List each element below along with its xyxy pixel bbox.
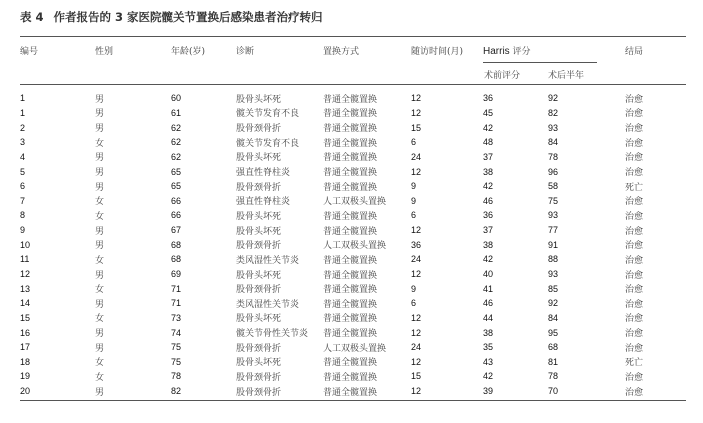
cell-diagnosis: 股骨颈骨折 [236, 387, 282, 398]
cell-method: 普通全髋置换 [323, 372, 378, 383]
table-row [20, 150, 686, 165]
header-outcome: 结局 [625, 47, 644, 57]
cell-diagnosis: 股骨颈骨折 [236, 241, 282, 252]
cell-sex: 女 [95, 314, 105, 325]
cell-diagnosis: 股骨头坏死 [236, 270, 282, 281]
cell-sex: 女 [95, 138, 105, 149]
cell-preop-score: 42 [483, 254, 494, 265]
cell-id: 1 [20, 93, 26, 104]
table-row [20, 106, 686, 121]
table-row [20, 340, 686, 355]
cell-sex: 男 [95, 94, 105, 105]
table-row [20, 296, 686, 311]
cell-preop-score: 36 [483, 210, 494, 221]
cell-diagnosis: 股骨颈骨折 [236, 124, 282, 135]
cell-followup: 24 [411, 342, 422, 353]
cell-diagnosis: 髋关节发育不良 [236, 138, 300, 149]
cell-age: 61 [171, 107, 182, 118]
cell-id: 17 [20, 342, 31, 353]
cell-preop-score: 37 [483, 225, 494, 236]
cell-age: 68 [171, 239, 182, 250]
cell-diagnosis: 股骨颈骨折 [236, 343, 282, 354]
cell-sex: 男 [95, 153, 105, 164]
cell-id: 10 [20, 239, 31, 250]
cell-sex: 女 [95, 358, 105, 369]
cell-outcome: 治愈 [625, 314, 644, 325]
header-sex: 性别 [95, 47, 114, 57]
cell-diagnosis: 股骨颈骨折 [236, 182, 282, 193]
cell-postop-score: 93 [548, 122, 559, 133]
cell-diagnosis: 股骨头坏死 [236, 226, 282, 237]
table-body [20, 91, 686, 398]
cell-diagnosis: 髋关节发育不良 [236, 109, 300, 120]
cell-outcome: 死亡 [625, 358, 644, 369]
harris-group-rule [483, 62, 597, 63]
cell-id: 3 [20, 137, 26, 148]
table-row [20, 164, 686, 179]
cell-id: 8 [20, 210, 26, 221]
table-row [20, 325, 686, 340]
table-row [20, 179, 686, 194]
cell-method: 普通全髋置换 [323, 358, 378, 369]
cell-sex: 男 [95, 299, 105, 310]
cell-postop-score: 93 [548, 269, 559, 279]
cell-followup: 12 [411, 269, 422, 279]
cell-outcome: 治愈 [625, 138, 644, 149]
cell-method: 普通全髋置换 [323, 153, 378, 164]
cell-postop-score: 91 [548, 239, 559, 250]
table-row [20, 223, 686, 238]
cell-sex: 男 [95, 329, 105, 340]
cell-age: 71 [171, 298, 182, 309]
cell-postop-score: 88 [548, 254, 559, 265]
cell-age: 75 [171, 356, 182, 367]
cell-preop-score: 40 [483, 269, 494, 279]
cell-diagnosis: 类风湿性关节炎 [236, 299, 300, 310]
cell-diagnosis: 强直性脊柱炎 [236, 197, 291, 208]
cell-id: 14 [20, 298, 31, 309]
cell-outcome: 治愈 [625, 285, 644, 296]
table-caption [20, 9, 323, 25]
cell-sex: 男 [95, 343, 105, 354]
cell-sex: 女 [95, 285, 105, 296]
cell-postop-score: 85 [548, 283, 559, 294]
cell-diagnosis: 类风湿性关节炎 [236, 255, 300, 266]
cell-preop-score: 37 [483, 151, 494, 162]
cell-age: 65 [171, 166, 182, 177]
cell-age: 62 [171, 137, 182, 148]
cell-id: 11 [20, 254, 30, 265]
cell-preop-score: 39 [483, 386, 494, 397]
cell-outcome: 治愈 [625, 226, 644, 237]
cell-method: 普通全髋置换 [323, 211, 378, 222]
cell-diagnosis: 股骨颈骨折 [236, 372, 282, 383]
cell-followup: 12 [411, 225, 422, 236]
cell-preop-score: 43 [483, 356, 494, 367]
cell-postop-score: 70 [548, 386, 559, 397]
cell-age: 69 [171, 269, 182, 279]
cell-postop-score: 93 [548, 210, 559, 221]
cell-id: 5 [20, 166, 26, 177]
table-row [20, 120, 686, 135]
header-id: 编号 [20, 47, 39, 57]
cell-followup: 12 [411, 93, 422, 104]
cell-postop-score: 96 [548, 166, 559, 177]
cell-id: 13 [20, 283, 31, 294]
cell-followup: 9 [411, 181, 417, 192]
cell-preop-score: 41 [483, 283, 494, 294]
cell-outcome: 治愈 [625, 124, 644, 135]
cell-followup: 24 [411, 151, 422, 162]
cell-method: 普通全髋置换 [323, 270, 378, 281]
cell-sex: 女 [95, 255, 105, 266]
cell-postop-score: 75 [548, 195, 559, 206]
cell-age: 62 [171, 151, 182, 162]
cell-followup: 9 [411, 195, 417, 206]
cell-diagnosis: 股骨头坏死 [236, 153, 282, 164]
cell-method: 普通全髋置换 [323, 182, 378, 193]
cell-sex: 女 [95, 197, 105, 208]
cell-id: 7 [20, 195, 26, 206]
cell-method: 人工双极头置换 [323, 343, 387, 354]
cell-age: 65 [171, 181, 182, 192]
cell-sex: 男 [95, 226, 105, 237]
header-postop: 术后半年 [548, 71, 585, 81]
cell-preop-score: 36 [483, 93, 494, 104]
cell-outcome: 治愈 [625, 197, 644, 208]
cell-postop-score: 84 [548, 312, 559, 323]
cell-followup: 12 [411, 107, 422, 118]
cell-preop-score: 38 [483, 166, 494, 177]
table-row [20, 237, 686, 252]
cell-followup: 12 [411, 166, 422, 177]
cell-preop-score: 44 [483, 312, 494, 323]
cell-followup: 15 [411, 371, 422, 382]
cell-id: 19 [20, 371, 31, 382]
cell-outcome: 治愈 [625, 270, 644, 281]
cell-outcome: 治愈 [625, 109, 644, 120]
cell-followup: 12 [411, 327, 422, 338]
cell-preop-score: 42 [483, 181, 494, 192]
cell-age: 62 [171, 122, 182, 133]
cell-diagnosis: 强直性脊柱炎 [236, 168, 291, 179]
cell-age: 66 [171, 210, 182, 221]
table-number: 表 4 [20, 10, 44, 24]
cell-postop-score: 78 [548, 371, 559, 382]
table-row [20, 252, 686, 267]
cell-id: 2 [20, 122, 26, 133]
table-row [20, 355, 686, 370]
cell-preop-score: 45 [483, 107, 494, 118]
table-row [20, 311, 686, 326]
table-row [20, 135, 686, 150]
cell-postop-score: 92 [548, 298, 559, 309]
cell-age: 75 [171, 342, 182, 353]
cell-followup: 6 [411, 137, 417, 148]
cell-diagnosis: 股骨头坏死 [236, 211, 282, 222]
cell-method: 普通全髋置换 [323, 255, 378, 266]
cell-sex: 男 [95, 182, 105, 193]
cell-age: 73 [171, 312, 182, 323]
cell-preop-score: 48 [483, 137, 494, 148]
table-row [20, 91, 686, 106]
cell-outcome: 治愈 [625, 255, 644, 266]
cell-method: 人工双极头置换 [323, 197, 387, 208]
cell-followup: 6 [411, 210, 417, 221]
cell-diagnosis: 髋关节骨性关节炎 [236, 329, 309, 340]
cell-outcome: 治愈 [625, 211, 644, 222]
cell-method: 普通全髋置换 [323, 168, 378, 179]
cell-age: 71 [171, 283, 182, 294]
cell-followup: 24 [411, 254, 422, 265]
cell-preop-score: 42 [483, 371, 494, 382]
cell-postop-score: 78 [548, 151, 559, 162]
cell-method: 普通全髋置换 [323, 124, 378, 135]
cell-diagnosis: 股骨头坏死 [236, 314, 282, 325]
cell-id: 9 [20, 225, 26, 236]
cell-followup: 36 [411, 239, 422, 250]
cell-outcome: 治愈 [625, 299, 644, 310]
table-row [20, 369, 686, 384]
cell-followup: 12 [411, 312, 422, 323]
cell-method: 人工双极头置换 [323, 241, 387, 252]
cell-followup: 12 [411, 386, 422, 397]
cell-age: 66 [171, 195, 182, 206]
cell-preop-score: 38 [483, 239, 494, 250]
cell-diagnosis: 股骨头坏死 [236, 94, 282, 105]
cell-id: 4 [20, 151, 26, 162]
header-age: 年龄(岁) [171, 47, 206, 57]
header-diagnosis: 诊断 [236, 47, 255, 57]
cell-id: 12 [20, 269, 31, 279]
cell-sex: 男 [95, 387, 105, 398]
cell-postop-score: 58 [548, 181, 559, 192]
table-row [20, 267, 686, 282]
cell-outcome: 死亡 [625, 182, 644, 193]
cell-method: 普通全髋置换 [323, 314, 378, 325]
header-preop: 术前评分 [484, 71, 521, 81]
cell-followup: 9 [411, 283, 417, 294]
cell-preop-score: 42 [483, 122, 494, 133]
table-row [20, 384, 686, 399]
cell-sex: 男 [95, 109, 105, 120]
cell-diagnosis: 股骨颈骨折 [236, 285, 282, 296]
header-harris-latin: Harris [483, 46, 510, 57]
table-row [20, 208, 686, 223]
cell-outcome: 治愈 [625, 94, 644, 105]
cell-method: 普通全髋置换 [323, 387, 378, 398]
cell-method: 普通全髋置换 [323, 226, 378, 237]
cell-outcome: 治愈 [625, 387, 644, 398]
cell-postop-score: 81 [548, 356, 559, 367]
cell-age: 74 [171, 327, 182, 338]
cell-method: 普通全髋置换 [323, 94, 378, 105]
cell-method: 普通全髋置换 [323, 285, 378, 296]
cell-followup: 6 [411, 298, 417, 309]
bottom-rule [20, 400, 686, 401]
cell-id: 15 [20, 312, 31, 323]
cell-postop-score: 82 [548, 107, 559, 118]
cell-outcome: 治愈 [625, 241, 644, 252]
cell-id: 1 [20, 107, 26, 118]
cell-method: 普通全髋置换 [323, 138, 378, 149]
table-row [20, 193, 686, 208]
cell-postop-score: 77 [548, 225, 559, 236]
cell-sex: 男 [95, 241, 105, 252]
cell-postop-score: 95 [548, 327, 559, 338]
table-row [20, 281, 686, 296]
cell-outcome: 治愈 [625, 372, 644, 383]
cell-preop-score: 46 [483, 298, 494, 309]
cell-outcome: 治愈 [625, 329, 644, 340]
cell-outcome: 治愈 [625, 153, 644, 164]
cell-sex: 男 [95, 124, 105, 135]
cell-age: 67 [171, 225, 182, 236]
cell-method: 普通全髋置换 [323, 109, 378, 120]
cell-preop-score: 38 [483, 327, 494, 338]
cell-postop-score: 92 [548, 93, 559, 104]
header-harris [483, 44, 531, 57]
cell-sex: 男 [95, 168, 105, 179]
cell-age: 60 [171, 93, 182, 104]
cell-id: 18 [20, 356, 31, 367]
cell-sex: 女 [95, 372, 105, 383]
cell-age: 78 [171, 371, 182, 382]
header-rule [20, 84, 686, 85]
cell-sex: 女 [95, 211, 105, 222]
header-harris-zh: 评分 [509, 47, 531, 57]
header-replacement: 置换方式 [323, 47, 360, 57]
header-followup: 随访时间(月) [411, 47, 464, 57]
cell-age: 82 [171, 386, 182, 397]
cell-sex: 男 [95, 270, 105, 281]
cell-id: 20 [20, 386, 31, 397]
cell-method: 普通全髋置换 [323, 329, 378, 340]
cell-outcome: 治愈 [625, 168, 644, 179]
cell-followup: 15 [411, 122, 422, 133]
cell-id: 16 [20, 327, 31, 338]
cell-postop-score: 68 [548, 342, 559, 353]
top-rule [20, 36, 686, 37]
cell-preop-score: 35 [483, 342, 494, 353]
cell-age: 68 [171, 254, 182, 265]
cell-preop-score: 46 [483, 195, 494, 206]
table-title: 作者报告的 3 家医院髋关节置换后感染患者治疗转归 [53, 10, 323, 24]
cell-followup: 12 [411, 356, 422, 367]
cell-method: 普通全髋置换 [323, 299, 378, 310]
cell-outcome: 治愈 [625, 343, 644, 354]
data-table [20, 91, 686, 398]
cell-id: 6 [20, 181, 26, 192]
cell-diagnosis: 股骨头坏死 [236, 358, 282, 369]
cell-postop-score: 84 [548, 137, 559, 148]
